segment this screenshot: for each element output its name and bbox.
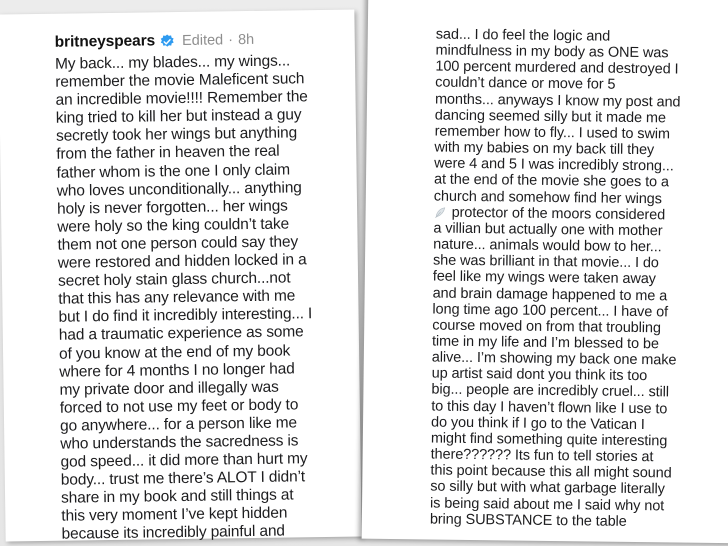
post-meta xyxy=(182,32,254,49)
text-line: up artist said dont you think its too xyxy=(431,365,648,385)
text-block-after-feather xyxy=(430,220,728,531)
text-line: this very moment I’ve kept hidden xyxy=(61,504,288,526)
post-text-right xyxy=(430,27,728,532)
username[interactable]: britneyspears xyxy=(54,32,156,51)
text-line: secretly took her wings but anything xyxy=(55,124,298,146)
text-line: holy is never forgotten... her wings xyxy=(56,197,288,218)
text-line: god speed... it did more than hurt my xyxy=(60,450,308,471)
text-line: months... anyways I know my post and xyxy=(434,91,681,111)
text-line: 100 percent murdered and destroyed I xyxy=(435,58,679,78)
text-line: nature... animals would bow to her... xyxy=(433,236,662,256)
text-line: where for 4 months I no longer had xyxy=(59,360,295,381)
text-line: with my babies on my back till they xyxy=(434,139,655,159)
text-line: because its incredibly painful and xyxy=(61,522,285,544)
text-line: forced to not use my feet or body to xyxy=(59,396,299,417)
text-line: church and somehow find her wings xyxy=(433,188,662,207)
text-line: feel like my wings were taken away xyxy=(432,268,656,288)
text-line: is being said about me I said why not xyxy=(429,495,665,514)
text-line: were 4 and 5 I was incredibly strong... xyxy=(434,155,674,175)
text-line: and brain damage happened to me a xyxy=(432,285,668,304)
feather-emoji-icon xyxy=(434,207,447,220)
text-line: dancing seemed silly but it made me xyxy=(434,107,666,127)
text-block-before-feather xyxy=(434,27,728,209)
text-line: she was brilliant in that movie... I do xyxy=(432,252,659,272)
text-line: might find something quite interesting xyxy=(430,430,668,450)
post-text-left xyxy=(55,52,362,545)
text-line: an incredible movie!!!! Remember the xyxy=(55,88,308,109)
text-line: so silly but with what garbage literally xyxy=(430,478,665,498)
post-header xyxy=(55,30,355,52)
text-line: but I do find it incredibly interesting... I xyxy=(58,305,313,327)
post-panel-left xyxy=(0,10,362,542)
text-line: there?????? Its fun to tell stories at xyxy=(430,446,654,466)
text-line: my private door and illegally was xyxy=(59,378,279,399)
text-line: body... trust me there’s ALOT I didn’t xyxy=(60,468,306,489)
text-line: of you know at the end of my book xyxy=(58,341,291,363)
text-line: from the father in heaven the real xyxy=(56,143,280,164)
post-panel-right xyxy=(362,0,728,543)
text-line: at the end of the movie she goes to a xyxy=(433,171,670,191)
text-line: go anywhere... for a person like me xyxy=(59,414,298,435)
text-line: time in my life and I’m blessed to be xyxy=(431,333,659,353)
text-line: who understands the sacredness is xyxy=(60,432,299,453)
text-line: were holy so the king couldn’t take xyxy=(57,215,290,236)
text-line: a villian but actually one with mother xyxy=(433,220,663,240)
text-line: secret holy stain glass church...not xyxy=(57,269,291,290)
text-line: remember how to fly... I used to swim xyxy=(434,123,671,143)
text-line: who loves unconditionally... anything xyxy=(56,178,302,200)
timestamp: 8h xyxy=(237,31,255,49)
text-line: had a traumatic experience as some xyxy=(58,323,304,345)
feather-line-text: protector of the moors considered xyxy=(451,204,666,224)
text-line: them not one person could say they xyxy=(57,233,299,254)
verified-badge-icon xyxy=(160,34,175,49)
text-line: remember the movie Maleficent such xyxy=(55,70,305,91)
text-line: that this has any relevance with me xyxy=(58,287,296,308)
text-line: father whom is the one I only claim xyxy=(56,161,291,182)
text-line: this point because this all might sound xyxy=(430,462,672,482)
text-line: alive... I’m showing my back one make xyxy=(431,349,677,369)
text-line: share in my book and still things at xyxy=(60,486,294,507)
text-line: to this day I haven’t flown like I use to xyxy=(431,398,668,417)
text-line: big... people are incredibly cruel... still xyxy=(431,381,670,401)
text-line: long time ago 100 percent... I have of xyxy=(432,301,669,321)
text-line: mindfulness in my body as ONE was xyxy=(435,42,669,62)
text-line: were restored and hidden locked in a xyxy=(57,251,307,272)
text-line: My back... my blades... my wings... xyxy=(54,52,291,73)
text-line: course moved on from that troubling xyxy=(432,317,661,337)
text-line: do you think if I go to the Vatican I xyxy=(430,414,645,433)
edited-label: Edited xyxy=(181,32,224,49)
text-line: bring SUBSTANCE to the table xyxy=(429,511,627,530)
meta-separator: · xyxy=(228,32,234,49)
text-line: couldn’t dance or move for 5 xyxy=(435,74,616,94)
text-line: sad... I do feel the logic and xyxy=(435,26,611,45)
text-line: king tried to kill her but instead a guy xyxy=(55,106,302,127)
